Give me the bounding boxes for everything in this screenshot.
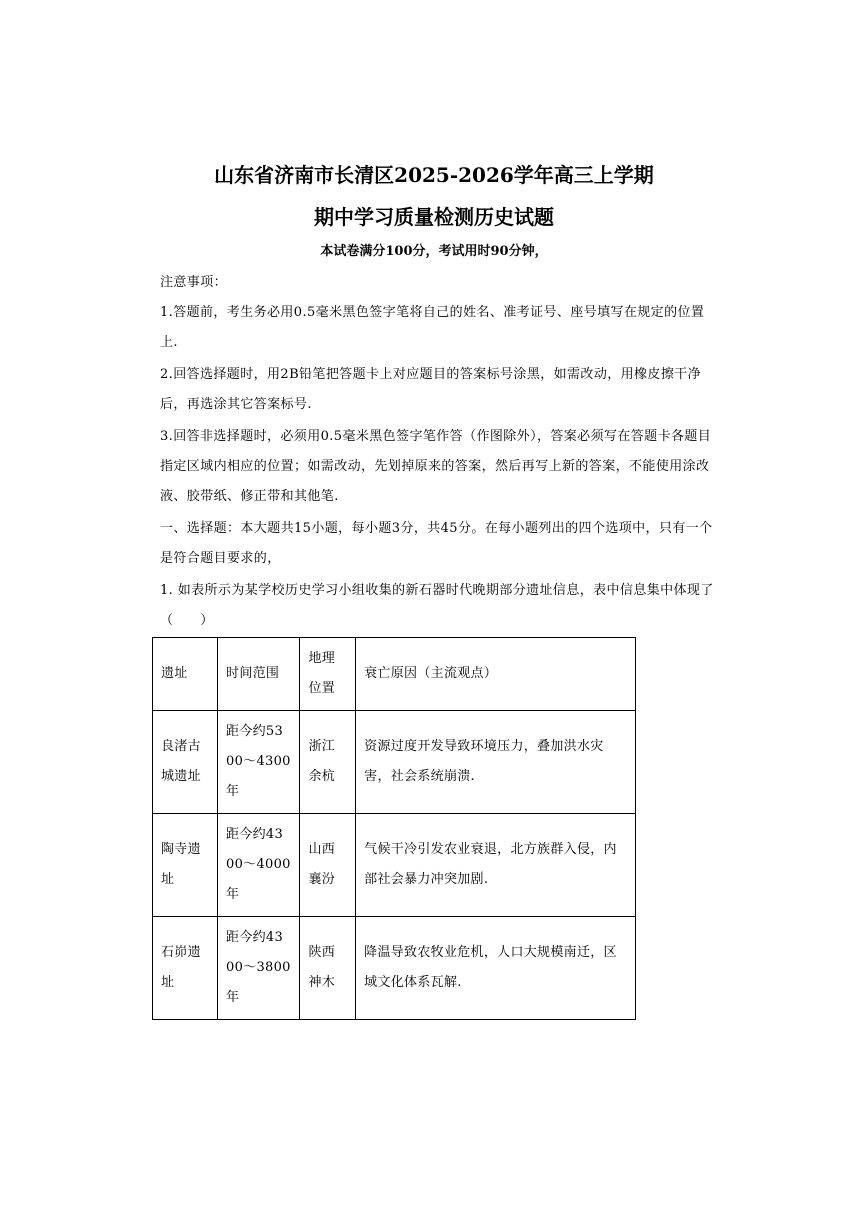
table-header-cell: 时间范围 [218, 638, 300, 711]
section-heading: 一、选择题：本大题共15小题，每小题3分，共45分。在每小题列出的四个选项中，只有一个是符合题目要求的， [160, 521, 713, 566]
exam-title-line1: 山东省济南市长清区2025-2026学年高三上学期 [214, 163, 654, 187]
table-cell: 良渚古城遗址 [153, 711, 218, 814]
table-header-cell: 衰亡原因（主流观点） [356, 638, 636, 711]
table-cell: 山西襄汾 [300, 814, 356, 917]
table-cell: 陕西神木 [300, 917, 356, 1020]
notice-item-1: 1.答题前，考生务必用0.5毫米黑色签字笔将自己的姓名、准考证号、座号填写在规定的位置上. [160, 305, 705, 350]
exam-title-line2: 期中学习质量检测历史试题 [314, 205, 554, 229]
table-row [153, 917, 636, 1020]
notice-item-2: 2.回答选择题时，用2B铅笔把答题卡上对应题目的答案标号涂黑，如需改动，用橡皮擦干净后，再选涂其它答案标号. [160, 367, 702, 412]
table-header-row [153, 638, 636, 711]
table-row [153, 814, 636, 917]
notice-item-3: 3.回答非选择题时，必须用0.5毫米黑色签字笔作答（作图除外），答案必须写在答题卡各题目指定区域内相应的位置；如需改动，先划掉原来的答案，然后再写上新的答案，不能使用涂改液、胶带纸、修正带和其他笔. [160, 429, 712, 504]
sites-table [152, 637, 636, 1020]
table-row [153, 711, 636, 814]
table-cell: 降温导致农牧业危机，人口大规模南迁，区域文化体系瓦解. [356, 917, 636, 1020]
table-cell: 浙江余杭 [300, 711, 356, 814]
table-cell: 石峁遗址 [153, 917, 218, 1020]
question-1-stem: 1. 如表所示为某学校历史学习小组收集的新石器时代晚期部分遗址信息，表中信息集中体现了（ ） [160, 583, 714, 628]
table-header-cell: 遗址 [153, 638, 218, 711]
notice-heading: 注意事项： [160, 275, 228, 290]
table-cell: 距今约4300～3800年 [218, 917, 300, 1020]
table-cell: 资源过度开发导致环境压力，叠加洪水灾害，社会系统崩溃. [356, 711, 636, 814]
table-cell: 陶寺遗址 [153, 814, 218, 917]
table-cell: 距今约4300～4000年 [218, 814, 300, 917]
table-cell: 气候干冷引发农业衰退，北方族群入侵，内部社会暴力冲突加剧. [356, 814, 636, 917]
exam-subtitle: 本试卷满分100分，考试用时90分钟， [320, 244, 548, 259]
table-cell: 距今约5300～4300年 [218, 711, 300, 814]
table-header-cell: 地理位置 [300, 638, 356, 711]
